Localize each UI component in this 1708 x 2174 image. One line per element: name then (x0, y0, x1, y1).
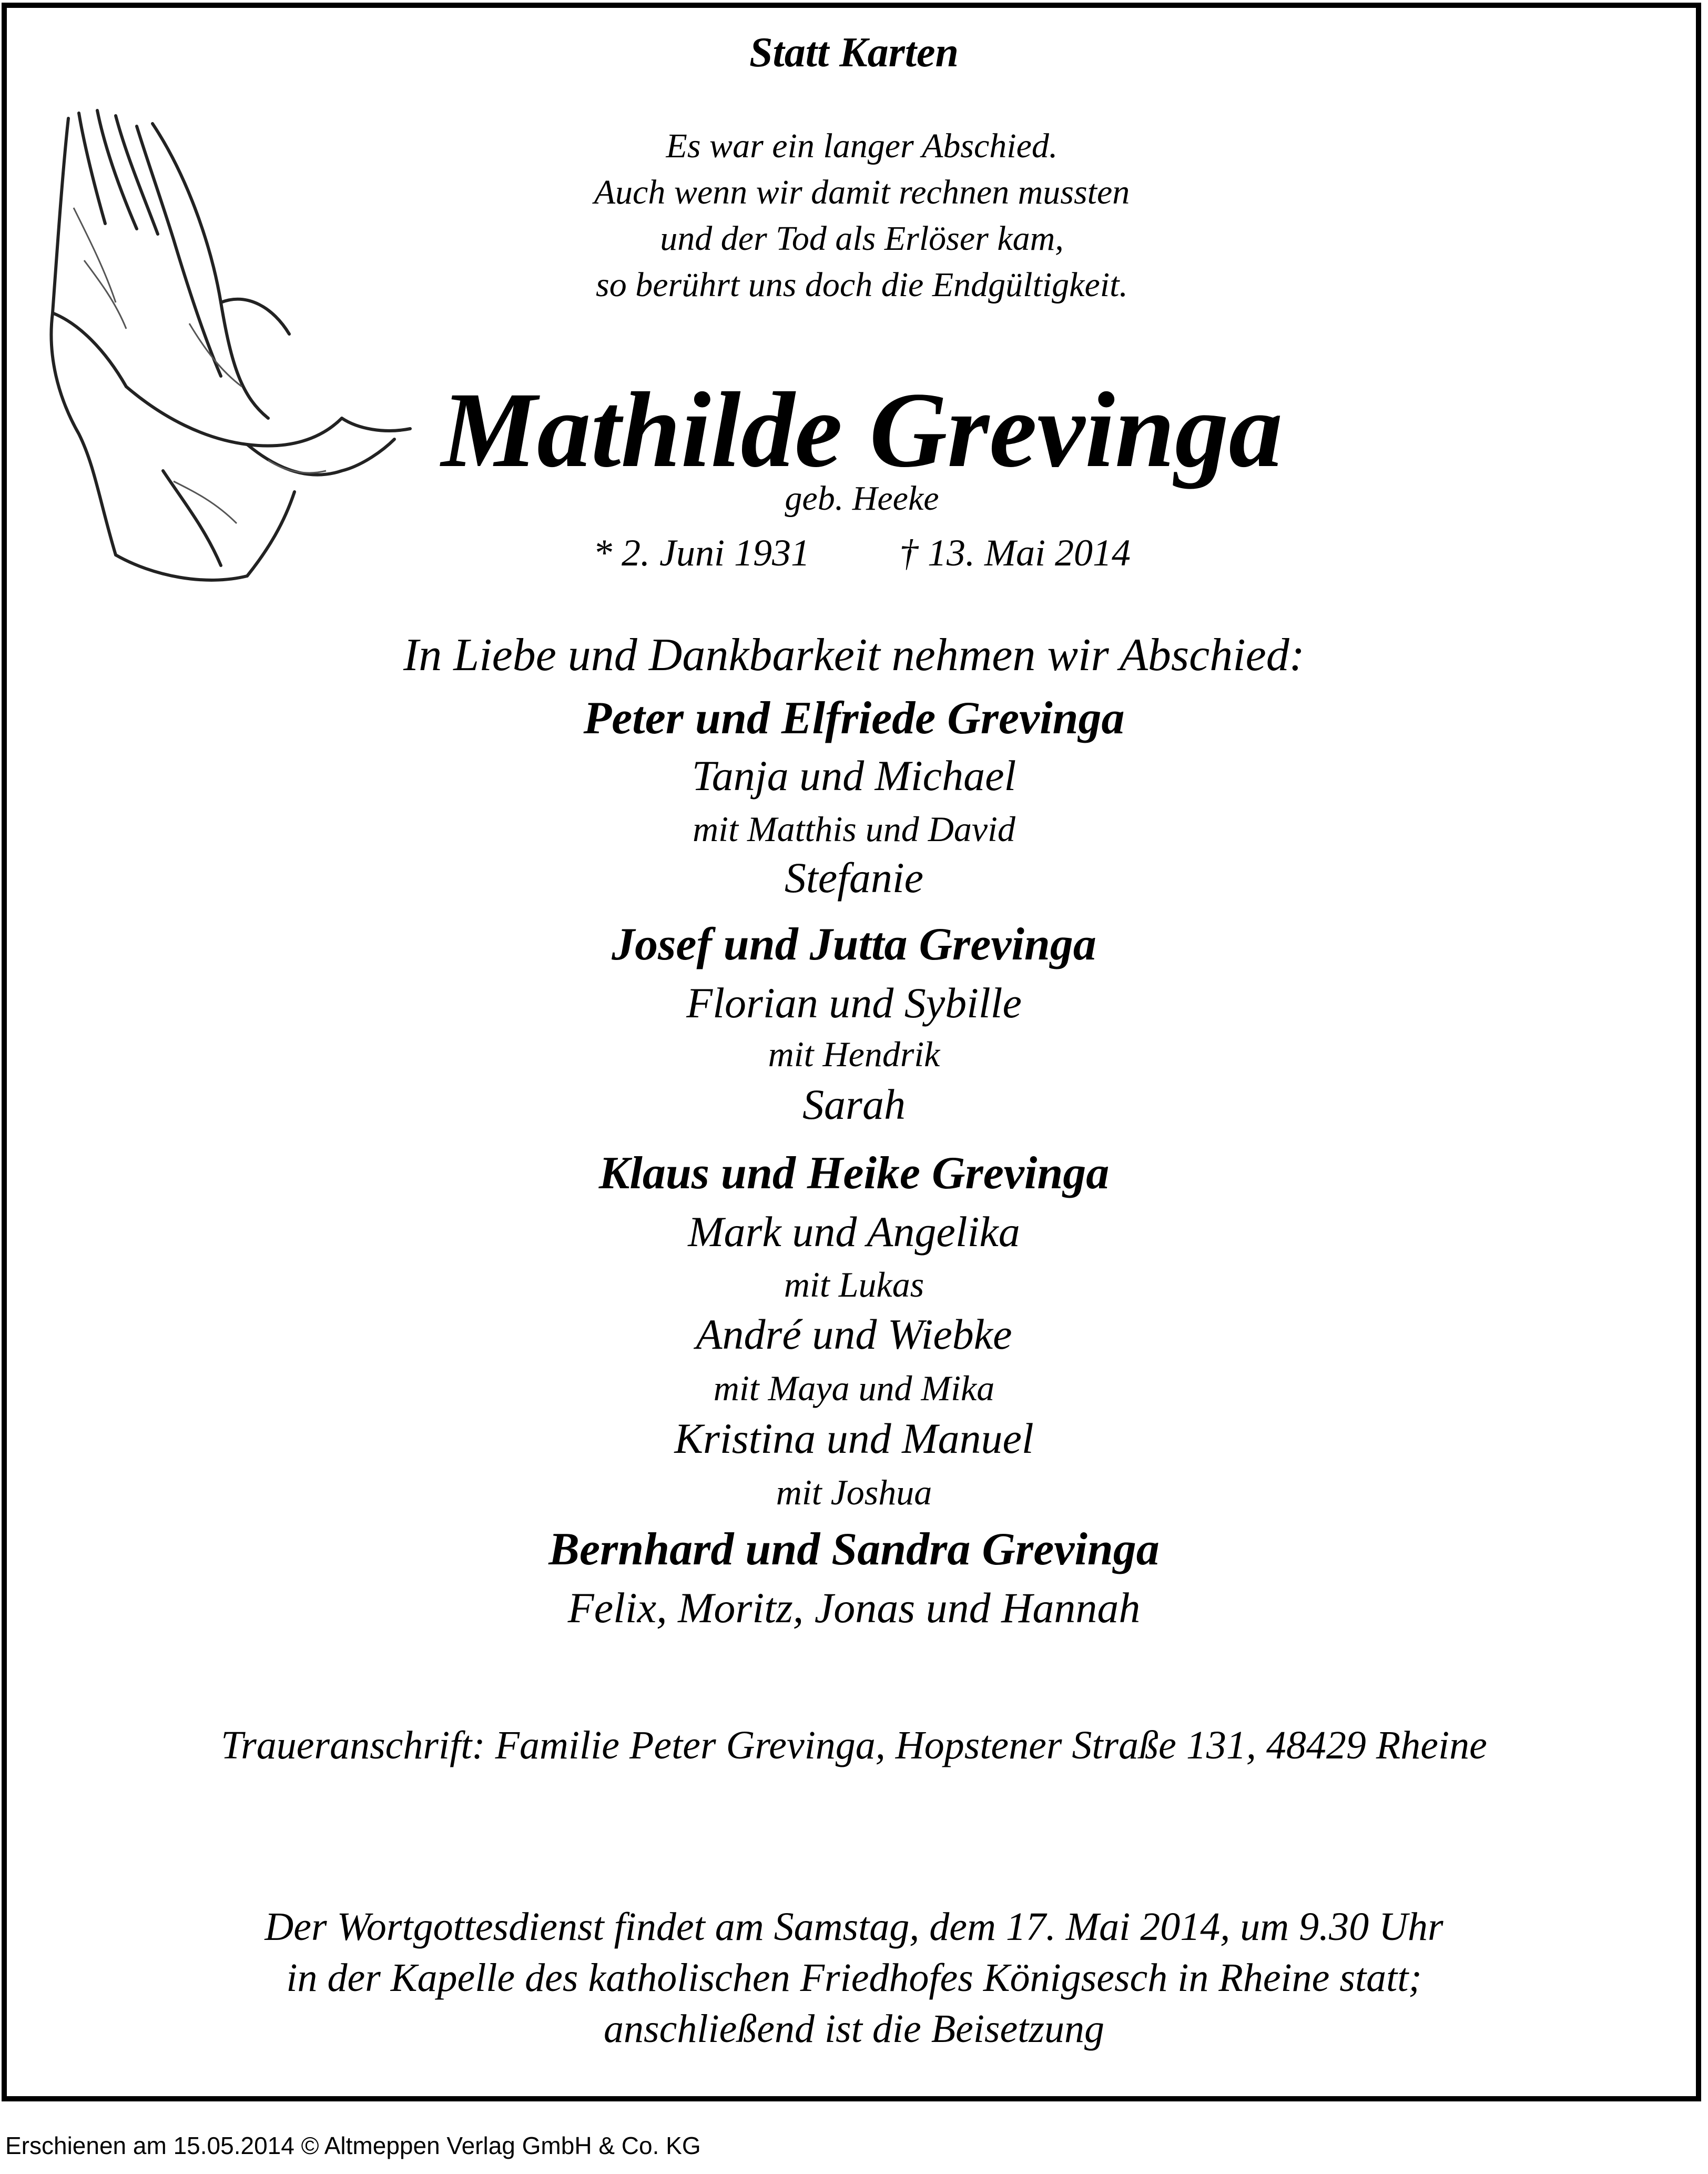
family-member: Stefanie (784, 854, 924, 902)
publication-footer: Erschienen am 15.05.2014 © Altmeppen Verlag GmbH & Co. KG (5, 2132, 701, 2159)
service-line: anschließend ist die Beisetzung (604, 2007, 1104, 2051)
family-member: Sarah (802, 1080, 906, 1128)
service-line: in der Kapelle des katholischen Friedhofes Königsesch in Rheine statt; (286, 1956, 1422, 2000)
deceased-name: Mathilde Grevinga (441, 370, 1283, 490)
life-dates (0, 531, 1708, 575)
family-member: Felix, Moritz, Jonas und Hannah (567, 1584, 1141, 1632)
service-line: Der Wortgottesdienst findet am Samstag, dem 17. Mai 2014, um 9.30 Uhr (265, 1905, 1443, 1949)
family-head: Peter und Elfriede Grevinga (583, 693, 1125, 744)
farewell-intro: In Liebe und Dankbarkeit nehmen wir Abschied: (403, 630, 1305, 681)
family-member: Tanja und Michael (692, 752, 1016, 800)
family-member: André und Wiebke (696, 1310, 1012, 1358)
death-date: † 13. Mai 2014 (899, 532, 1131, 574)
family-member: Kristina und Manuel (674, 1414, 1034, 1462)
header-title: Statt Karten (749, 29, 959, 76)
family-member: mit Joshua (776, 1472, 932, 1512)
family-member: mit Matthis und David (693, 809, 1015, 849)
family-member: Mark und Angelika (688, 1208, 1020, 1256)
family-member: mit Maya und Mika (713, 1368, 995, 1408)
poem-line: und der Tod als Erlöser kam, (660, 219, 1064, 258)
family-member: mit Lukas (784, 1265, 924, 1305)
family-member: Florian und Sybille (686, 979, 1022, 1027)
poem-line: Auch wenn wir damit rechnen mussten (594, 173, 1130, 211)
family-head: Josef und Jutta Grevinga (612, 919, 1096, 970)
birth-date: * 2. Juni 1931 (593, 532, 810, 574)
family-head: Klaus und Heike Grevinga (598, 1148, 1110, 1199)
maiden-name: geb. Heeke (785, 479, 939, 518)
family-member: mit Hendrik (768, 1034, 940, 1074)
mourning-address: Traueranschrift: Familie Peter Grevinga, Hopstener Straße 131, 48429 Rheine (221, 1723, 1487, 1767)
family-head: Bernhard und Sandra Grevinga (548, 1524, 1160, 1575)
poem-line: so berührt uns doch die Endgültigkeit. (596, 266, 1128, 304)
poem-line: Es war ein langer Abschied. (666, 127, 1058, 165)
